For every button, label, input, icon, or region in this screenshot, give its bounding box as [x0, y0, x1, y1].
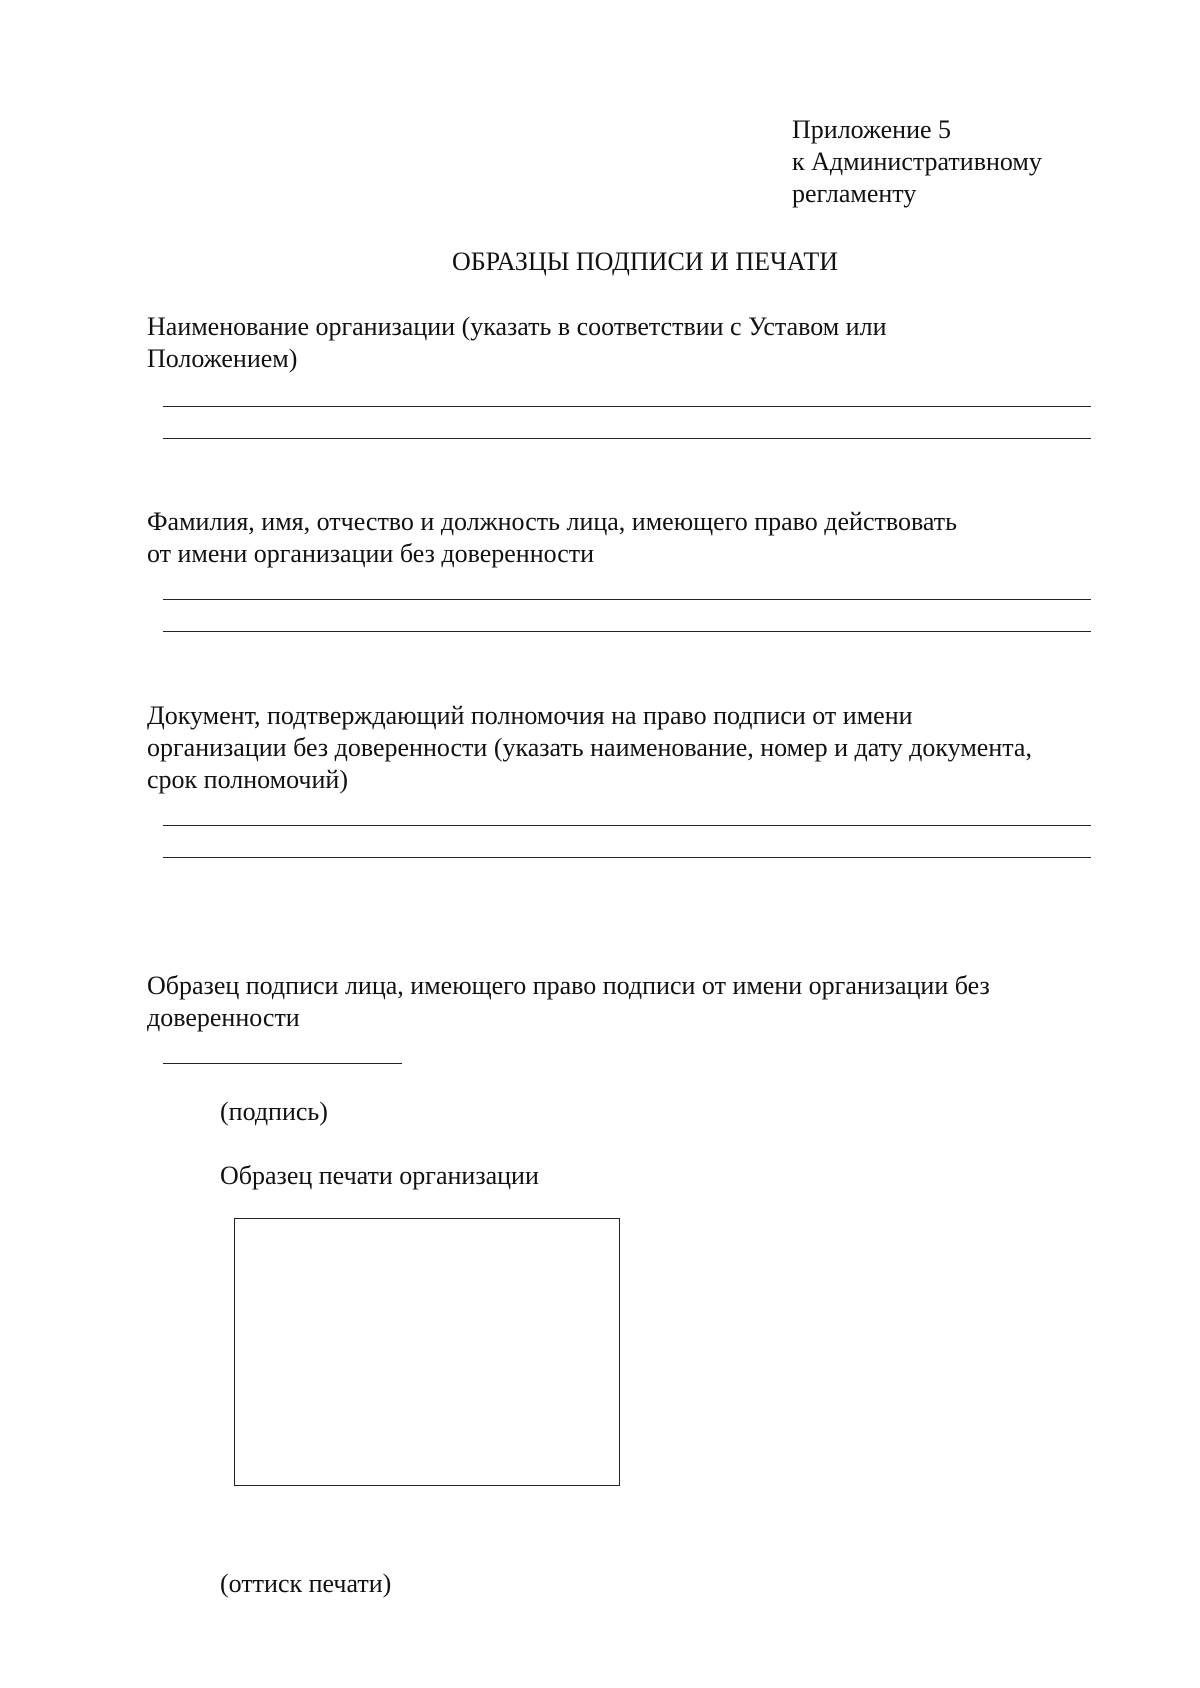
page-title: ОБРАЗЦЫ ПОДПИСИ И ПЕЧАТИ	[451, 247, 839, 276]
section-document-line-1: Документ, подтверждающий полномочия на право подписи от имени	[147, 701, 913, 730]
person-fill-line-2[interactable]	[163, 631, 1091, 632]
section-person-label	[147, 506, 957, 570]
appendix-line-1: Приложение 5	[792, 115, 952, 144]
document-fill-line-1[interactable]	[163, 825, 1091, 826]
stamp-label: Образец печати организации	[220, 1161, 539, 1190]
signature-caption: (подпись)	[220, 1097, 328, 1126]
section-org-line-2: Положением)	[147, 344, 298, 373]
document-fill-line-2[interactable]	[163, 857, 1091, 858]
person-fill-line-1[interactable]	[163, 599, 1091, 600]
section-document-label	[147, 700, 1032, 796]
section-signature-label	[147, 970, 990, 1034]
org-fill-line-1[interactable]	[163, 406, 1091, 407]
stamp-box[interactable]	[234, 1218, 620, 1486]
section-person-line-2: от имени организации без доверенности	[147, 539, 595, 568]
section-org-label	[147, 311, 887, 375]
section-org-line-1: Наименование организации (указать в соответствии с Уставом или	[147, 312, 887, 341]
section-signature-line-2: доверенности	[147, 1003, 300, 1032]
section-document-line-2: организации без доверенности (указать наименование, номер и дату документа,	[147, 733, 1032, 762]
signature-line[interactable]	[163, 1063, 402, 1064]
section-signature-line-1: Образец подписи лица, имеющего право подписи от имени организации без	[147, 971, 990, 1000]
stamp-caption: (оттиск печати)	[220, 1569, 392, 1598]
appendix-line-2: к Административному	[792, 147, 1042, 176]
section-document-line-3: срок полномочий)	[147, 765, 348, 794]
appendix-header	[792, 114, 1042, 210]
section-person-line-1: Фамилия, имя, отчество и должность лица, имеющего право действовать	[147, 507, 957, 536]
appendix-line-3: регламенту	[792, 179, 917, 208]
org-fill-line-2[interactable]	[163, 438, 1091, 439]
